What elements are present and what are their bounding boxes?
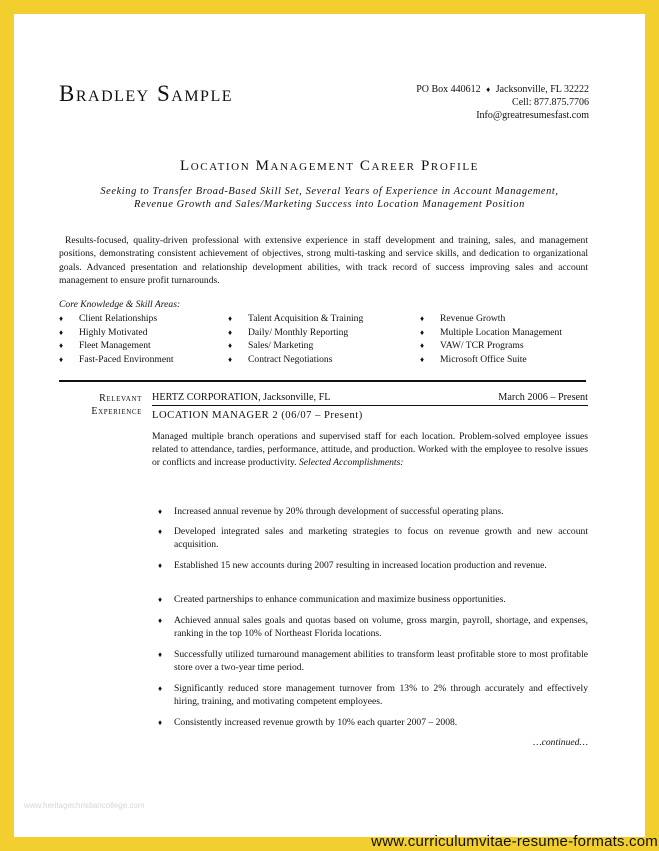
footer-url: www.curriculumvitae-resume-formats.com	[371, 833, 658, 850]
job-description	[152, 430, 588, 469]
position-title: LOCATION MANAGER 2 (06/07 – Present)	[152, 410, 363, 421]
address-line	[416, 83, 589, 96]
accomplishment-item	[158, 525, 588, 551]
accomplishment-item	[158, 682, 588, 708]
watermark: www.heritagechristiancollege.com	[24, 801, 145, 810]
diamond-icon: ♦	[228, 327, 233, 337]
profile-subtitle-line: Revenue Growth and Sales/Marketing Success into Location Management Position	[134, 199, 525, 210]
employment-dates: March 2006 – Present	[498, 392, 588, 403]
skill-item	[420, 312, 562, 326]
accomplishment-text: Created partnerships to enhance communication and maximize business opportunities.	[174, 594, 506, 605]
skill-label: Contract Negotiations	[248, 353, 333, 365]
address: PO Box 440612	[416, 84, 481, 95]
accomplishment-item	[158, 505, 588, 518]
diamond-icon: ♦	[158, 595, 163, 604]
diamond-icon: ♦	[228, 354, 233, 364]
skill-item	[420, 339, 562, 353]
diamond-icon: ♦	[158, 684, 163, 693]
skill-item	[59, 353, 174, 367]
accomplishment-item	[158, 716, 588, 729]
diamond-icon: ♦	[158, 507, 163, 516]
accomplishment-item	[158, 593, 588, 606]
skill-column	[59, 312, 174, 366]
diamond-icon: ♦	[420, 354, 425, 364]
skill-label: Multiple Location Management	[440, 326, 563, 338]
skill-item	[420, 326, 562, 340]
diamond-icon: ♦	[59, 327, 64, 337]
skill-label: Fast-Paced Environment	[79, 353, 174, 365]
accomplishment-item	[158, 559, 588, 572]
skill-label: Daily/ Monthly Reporting	[248, 326, 349, 338]
skill-item	[59, 312, 174, 326]
section-label-line: Experience	[91, 406, 142, 417]
employer-name: HERTZ CORPORATION, Jacksonville, FL	[152, 392, 331, 403]
accomplishment-item	[158, 648, 588, 674]
summary-paragraph: Results-focused, quality-driven professional with extensive experience in staff development and training, sales, and management positions, demonstrating consistent achievement of objectives, strong multi-tasking and service skills, and dedication to organizational goals. Advanced presentation and relationship development abilities, with track record of success improving sales and account management to ensure profit turnarounds.	[59, 235, 588, 287]
skill-label: Client Relationships	[79, 313, 158, 324]
diamond-icon: ♦	[59, 314, 64, 323]
accomplishment-text: Established 15 new accounts during 2007 resulting in increased location production and revenue.	[174, 560, 547, 571]
skill-column	[228, 312, 363, 366]
skill-item	[59, 339, 174, 353]
job-description-text: Managed multiple branch operations and supervised staff for each location. Problem-solved employee issues related to attendance, tardies, performance, attitude, and production. Worked with the employee to resolve issues or conflicts and increase productivity.	[152, 431, 588, 468]
diamond-icon: ♦	[420, 327, 425, 337]
diamond-icon: ♦	[420, 314, 425, 323]
skill-item	[228, 339, 363, 353]
selected-accomplishments-label: Selected Accomplishments:	[298, 457, 404, 468]
accomplishment-text: Consistently increased revenue growth by 10% each quarter 2007 – 2008.	[174, 717, 458, 728]
diamond-icon: ♦	[158, 718, 163, 727]
skill-item	[59, 326, 174, 340]
diamond-icon: ♦	[228, 341, 233, 351]
skill-item	[420, 353, 562, 367]
skill-label: VAW/ TCR Programs	[440, 340, 524, 352]
section-divider	[59, 380, 586, 382]
skill-label: Sales/ Marketing	[248, 340, 314, 352]
diamond-icon: ♦	[420, 341, 425, 351]
diamond-icon: ♦	[228, 314, 233, 323]
profile-subtitle-line: Seeking to Transfer Broad-Based Skill Set, Several Years of Experience in Account Management,	[100, 186, 559, 197]
accomplishment-text: Successfully utilized turnaround management abilities to transform least profitable store to most profitable store over a two-year time period.	[174, 649, 588, 673]
resume-page	[14, 14, 645, 837]
accomplishment-text: Significantly reduced store management turnover from 13% to 2% through accurately and effectively hiring, training, and motivating competent employees.	[174, 683, 588, 707]
candidate-name: Bradley Sample	[59, 81, 233, 106]
skill-item	[228, 312, 363, 326]
skill-label: Fleet Management	[79, 340, 151, 352]
skill-item	[228, 326, 363, 340]
skill-label: Talent Acquisition & Training	[248, 313, 364, 324]
continued-note: …continued…	[533, 737, 588, 748]
skill-label: Revenue Growth	[440, 313, 506, 324]
accomplishment-item	[158, 614, 588, 640]
contact-block	[416, 83, 589, 122]
accomplishment-text: Developed integrated sales and marketing strategies to focus on revenue growth and new account acquisition.	[174, 526, 588, 550]
section-label-line: Relevant	[99, 393, 142, 404]
skill-item	[228, 353, 363, 367]
skill-label: Highly Motivated	[79, 326, 148, 338]
profile-subtitle	[54, 185, 605, 211]
diamond-icon: ♦	[158, 527, 163, 536]
accomplishment-text: Increased annual revenue by 20% through development of successful operating plans.	[174, 506, 504, 517]
core-skills-heading: Core Knowledge & Skill Areas:	[59, 299, 181, 310]
employer-line	[152, 391, 588, 406]
cell-phone: Cell: 877.875.7706	[512, 97, 589, 108]
accomplishment-text: Achieved annual sales goals and quotas based on volume, gross margin, payroll, shortage, and expenses, ranking in the top 10% of Northeast Florida locations.	[174, 615, 588, 639]
profile-title: Location Management Career Profile	[180, 158, 479, 174]
diamond-icon: ♦	[486, 85, 491, 94]
diamond-icon: ♦	[158, 650, 163, 659]
city: Jacksonville, FL 32222	[495, 84, 589, 95]
skill-label: Microsoft Office Suite	[440, 353, 527, 365]
skill-column	[420, 312, 562, 366]
email-link[interactable]: Info@greatresumesfast.com	[476, 110, 589, 121]
diamond-icon: ♦	[59, 354, 64, 364]
experience-section-label	[54, 392, 142, 418]
diamond-icon: ♦	[59, 341, 64, 351]
diamond-icon: ♦	[158, 561, 163, 570]
diamond-icon: ♦	[158, 616, 163, 625]
